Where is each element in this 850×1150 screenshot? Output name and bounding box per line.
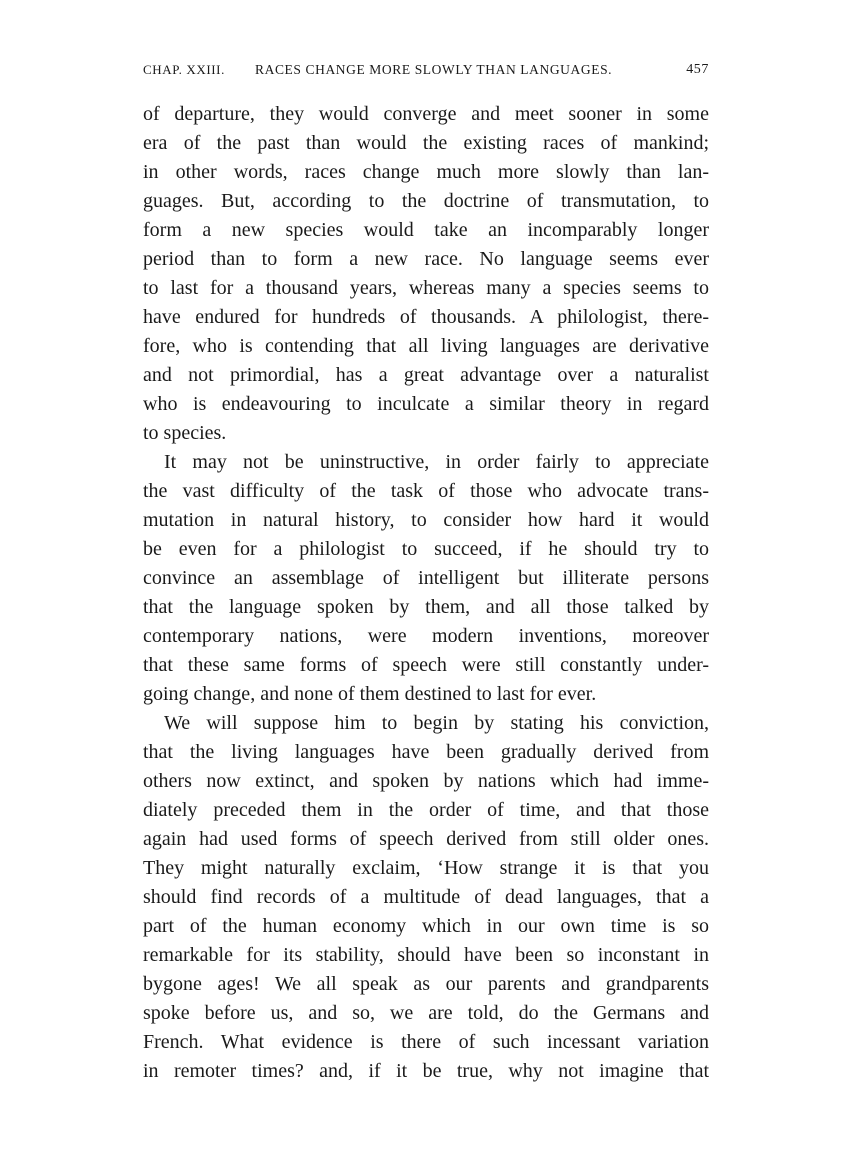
text-line: fore, who is contending that all living languages are derivative — [143, 335, 709, 357]
text-line: to last for a thousand years, whereas many a species seems to — [143, 277, 709, 299]
text-line: have endured for hundreds of thousands. A philologist, there- — [143, 306, 709, 328]
chapter-label: CHAP. XXIII. — [143, 62, 225, 77]
text-line: French. What evidence is there of such incessant variation — [143, 1031, 709, 1053]
text-line: that the living languages have been gradually derived from — [143, 741, 709, 763]
text-line: spoke before us, and so, we are told, do the Germans and — [143, 1002, 709, 1024]
text-line: era of the past than would the existing races of mankind; — [143, 132, 709, 154]
text-line: diately preceded them in the order of time, and that those — [143, 799, 709, 821]
text-line: the vast difficulty of the task of those who advocate trans- — [143, 480, 709, 502]
text-line: others now extinct, and spoken by nations which had imme- — [143, 770, 709, 792]
text-line: bygone ages! We all speak as our parents and grandparents — [143, 973, 709, 995]
text-line: They might naturally exclaim, ‘How strange it is that you — [143, 857, 709, 879]
running-head — [143, 62, 709, 86]
text-line: that these same forms of speech were still constantly under- — [143, 654, 709, 676]
text-line: should find records of a multitude of dead languages, that a — [143, 886, 709, 908]
text-line: remarkable for its stability, should have been so inconstant in — [143, 944, 709, 966]
paragraph-2 — [143, 448, 709, 709]
text-line: of departure, they would converge and meet sooner in some — [143, 103, 709, 125]
text-line: that the language spoken by them, and all those talked by — [143, 596, 709, 618]
paragraph-1 — [143, 100, 709, 448]
text-line: again had used forms of speech derived from still older ones. — [143, 828, 709, 850]
text-line: We will suppose him to begin by stating his conviction, — [164, 712, 709, 734]
paragraph-3 — [143, 709, 709, 1086]
text-line: be even for a philologist to succeed, if he should try to — [143, 538, 709, 560]
text-line: going change, and none of them destined to last for ever. — [143, 683, 597, 705]
text-line: in other words, races change much more slowly than lan- — [143, 161, 709, 183]
text-line: It may not be uninstructive, in order fairly to appreciate — [164, 451, 709, 473]
text-line: and not primordial, has a great advantage over a naturalist — [143, 364, 709, 386]
text-line: mutation in natural history, to consider how hard it would — [143, 509, 709, 531]
text-line: in remoter times? and, if it be true, why not imagine that — [143, 1060, 709, 1082]
text-line: contemporary nations, were modern inventions, moreover — [143, 625, 709, 647]
text-line: period than to form a new race. No language seems ever — [143, 248, 709, 270]
text-line: convince an assemblage of intelligent but illiterate persons — [143, 567, 709, 589]
text-line: form a new species would take an incomparably longer — [143, 219, 709, 241]
text-line: guages. But, according to the doctrine of transmutation, to — [143, 190, 709, 212]
page-number: 457 — [686, 62, 709, 77]
text-line: part of the human economy which in our own time is so — [143, 915, 709, 937]
running-title: RACES CHANGE MORE SLOWLY THAN LANGUAGES. — [255, 62, 613, 77]
text-line: to species. — [143, 422, 227, 444]
text-line: who is endeavouring to inculcate a similar theory in regard — [143, 393, 709, 415]
body-text — [143, 100, 709, 1086]
